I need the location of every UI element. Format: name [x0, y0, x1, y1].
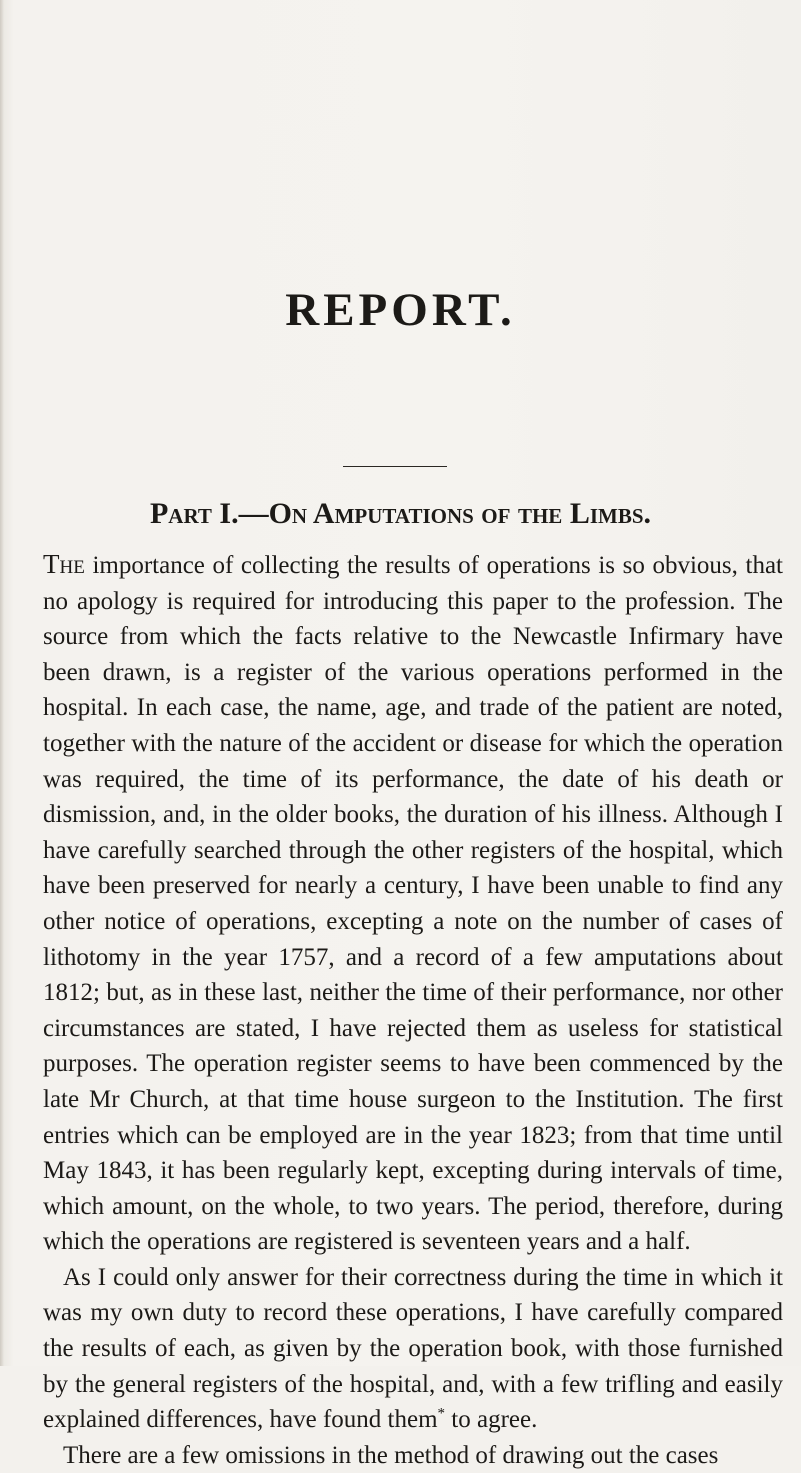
title-rule — [343, 466, 447, 467]
paragraph-2-text-after: to agree. — [445, 1406, 538, 1434]
paragraph-3-text: There are a few omissions in the method of drawing out the cases — [63, 1441, 719, 1469]
page-binding-edge — [0, 0, 4, 1366]
report-title: REPORT. — [285, 284, 516, 336]
paragraph-3 — [43, 1438, 783, 1473]
footnote-marker: * — [437, 1405, 446, 1422]
part-heading: Part I.—On Amputations of the Limbs. — [149, 497, 652, 530]
paragraph-2-text: As I could only answer for their correctness during the time in which it was my own duty to record these operations, I have carefully compared the results of each, as given by the operation book, with those furnished by the general registers of the hospital, and, with a few trifling and easily explained differences, have found them — [43, 1263, 783, 1434]
report-body — [43, 547, 783, 1473]
paragraph-1-text: importance of collecting the results of operations is so obvious, that no apology is required for introducing this paper to the profession. The source from which the facts relative to the Newcastle Infirmary have been drawn, is a register of the various operations performed in the hospital. In each case, the name, age, and trade of the patient are noted, together with the nature of the accident or disease for which the operation was required, the time of its performance, the date of his death or dismission, and, in the older books, the duration of his illness. Although I have carefully searched through the other registers of the hospital, which have been preserved for nearly a century, I have been unable to find any other notice of operations, excepting a note on the number of cases of lithotomy in the year 1757, and a record of a few amputations about 1812; but, as in these last, neither the time of their performance, nor other circumstances are stated, I have rejected them as useless for statistical purposes. The operation register seems to have been commenced by the late Mr Church, at that time house surgeon to the Institution. The first entries which can be employed are in the year 1823; from that time until May 1843, it has been regularly kept, excepting during intervals of time, which amount, on the whole, to two years. The period, therefore, during which the operations are registered is seventeen years and a half. — [43, 552, 783, 1256]
paragraph-1 — [43, 547, 783, 1260]
paragraph-2 — [43, 1260, 783, 1438]
paragraph-1-lead: The — [43, 549, 85, 579]
